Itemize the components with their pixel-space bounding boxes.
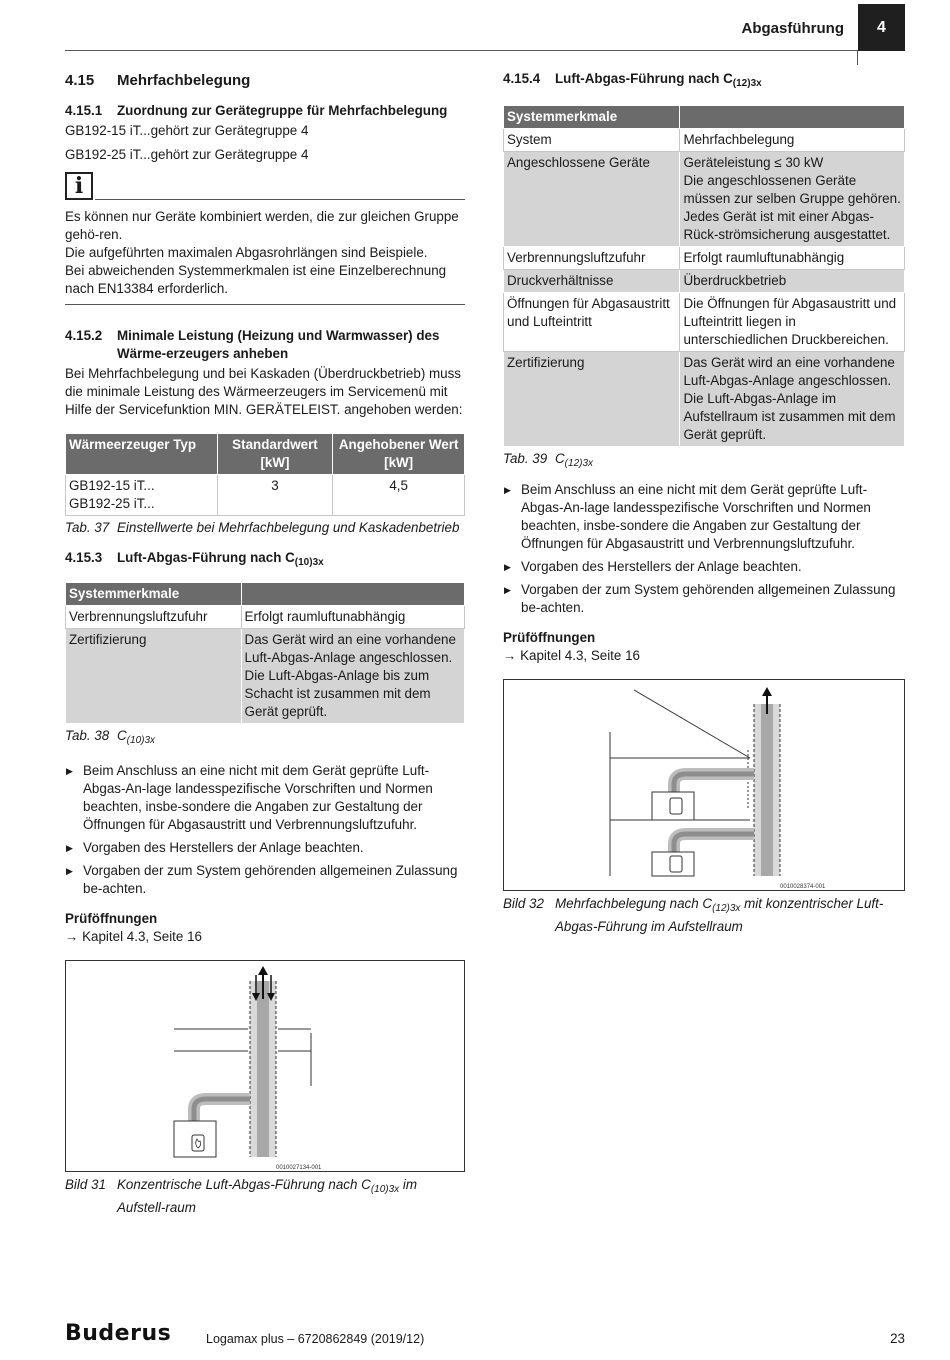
table-cell: 4,5 — [333, 475, 465, 516]
table-cell: 3 — [217, 475, 333, 516]
figure-32-drawing — [504, 680, 904, 890]
table-cell: Verbrennungsluftzufuhr — [66, 606, 242, 629]
table-cell: Überdruckbetrieb — [680, 270, 905, 293]
table-header-cell: Standardwert [kW] — [217, 434, 333, 475]
table-38 — [65, 582, 465, 724]
inspection-openings-title: Prüföffnungen — [503, 630, 596, 645]
note-text-1: Es können nur Geräte kombiniert werden, die zur gleichen Gruppe gehö-ren. — [65, 209, 459, 242]
table-header-cell: Angehobener Wert [kW] — [333, 434, 465, 475]
page-number: 23 — [890, 1331, 905, 1346]
table-37 — [65, 433, 465, 516]
chapter-number-tab: 4 — [858, 4, 905, 51]
figure-code: 0010027134-001 — [276, 1165, 322, 1171]
table-cell: System — [504, 129, 680, 152]
table-cell: Die Öffnungen für Abgasaustritt und Lufteintritt liegen in unterschiedlichen Druckbereichen. — [680, 293, 905, 352]
table-cell: Angeschlossene Geräte — [504, 152, 680, 247]
info-note — [65, 172, 465, 305]
info-icon: i — [65, 172, 93, 200]
table-header-cell: Systemmerkmale — [504, 106, 680, 129]
instruction-list — [503, 481, 905, 617]
figure-31 — [65, 960, 465, 1172]
table-cell: Zertifizierung — [504, 352, 680, 447]
table-cell: Druckverhältnisse — [504, 270, 680, 293]
left-column — [65, 70, 465, 1227]
list-item: ▶ Vorgaben der zum System gehörenden allgemeinen Zulassung be-achten. — [503, 581, 905, 617]
footer-document-id: Logamax plus – 6720862849 (2019/12) — [206, 1332, 425, 1346]
list-item: ▶ Beim Anschluss an eine nicht mit dem Gerät geprüfte Luft-Abgas-An-lage landesspezifische Vorschriften und Normen beachten, insbe-sondere die Angaben zur Gestaltung der Öffnungen für Abgasaustritt und Verbrennungsluftzufuhr. — [65, 762, 465, 834]
heading-4-15: 4.15 Mehrfachbelegung — [65, 72, 251, 89]
figure-32-caption: Bild 32 Mehrfachbelegung nach $C_{(12)3x}$ mit konzentrischer Luft-Abgas-Führung im Aufstellraum — [503, 896, 884, 934]
table-cell: Mehrfachbelegung — [680, 129, 905, 152]
running-header-title: Abgasführung — [741, 20, 844, 37]
table-header-cell: Wärmeerzeuger Typ — [66, 434, 218, 475]
list-item: ▶ Vorgaben des Herstellers der Anlage beachten. — [503, 558, 905, 576]
table-cell: Zertifizierung — [66, 629, 242, 724]
table-cell: Verbrennungsluftzufuhr — [504, 247, 680, 270]
table-header-cell: Systemmerkmale — [66, 583, 242, 606]
list-item: ▶ Beim Anschluss an eine nicht mit dem Gerät geprüfte Luft-Abgas-An-lage landesspezifische Vorschriften und Normen beachten, insbe-sondere die Angaben zur Gestaltung der Öffnungen für Abgasaustritt und Verbrennungsluftzufuhr. — [503, 481, 905, 553]
heading-4-15-1: 4.15.1 Zuordnung zur Gerätegruppe für Mehrfachbelegung — [65, 103, 448, 118]
header-tick — [857, 51, 858, 65]
table-cell: Geräteleistung ≤ 30 kW Die angeschlossenen Geräte müssen zur selben Gruppe gehören. Jedes Gerät ist mit einer Abgas-Rück-strömsicherung ausgestattet. — [680, 152, 905, 247]
list-item: ▶ Vorgaben des Herstellers der Anlage beachten. — [65, 839, 465, 857]
table-cell: Öffnungen für Abgasaustritt und Lufteintritt — [504, 293, 680, 352]
list-item: ▶ Vorgaben der zum System gehörenden allgemeinen Zulassung be-achten. — [65, 862, 465, 898]
table-39-caption: Tab. 39 $C_{(12)3x}$ — [503, 451, 594, 469]
table-cell: GB192-15 iT... GB192-25 iT... — [66, 475, 218, 516]
table-cell: Das Gerät wird an eine vorhandene Luft-Abgas-Anlage angeschlossen. Die Luft-Abgas-Anlage bis zum Schacht ist zusammen mit dem Gerät geprüft. — [241, 629, 464, 724]
buderus-logo: Buderus — [65, 1321, 172, 1346]
header-rule — [65, 50, 858, 51]
table-37-caption: Tab. 37 Einstellwerte bei Mehrfachbelegung und Kaskadenbetrieb — [65, 520, 460, 535]
heading-4-15-2: 4.15.2 Minimale Leistung (Heizung und Warmwasser) des Wärme-erzeugers anheben — [65, 328, 440, 361]
group-line-2: GB192-25 iT...gehört zur Gerätegruppe 4 — [65, 147, 309, 162]
group-line-1: GB192-15 iT...gehört zur Gerätegruppe 4 — [65, 123, 309, 138]
inspection-openings-title: Prüföffnungen — [65, 911, 158, 926]
heading-4-15-3: 4.15.3 Luft-Abgas-Führung nach $C_{(10)3x}$ — [65, 550, 324, 568]
table-39 — [503, 105, 905, 447]
note-text-2: Die aufgeführten maximalen Abgasrohrlängen sind Beispiele. — [65, 245, 428, 260]
inspection-openings-ref: → Kapitel 4.3, Seite 16 — [65, 929, 202, 944]
table-cell: Erfolgt raumluftunabhängig — [241, 606, 464, 629]
note-text-3: Bei abweichenden Systemmerkmalen ist eine Einzelberechnung nach EN13384 erforderlich. — [65, 263, 447, 296]
instruction-list — [65, 762, 465, 898]
table-cell: Erfolgt raumluftunabhängig — [680, 247, 905, 270]
table-cell: Das Gerät wird an eine vorhandene Luft-Abgas-Anlage angeschlossen. Die Luft-Abgas-Anlage im Aufstellraum ist zusammen mit dem Gerät geprüft. — [680, 352, 905, 447]
inspection-openings-ref: → Kapitel 4.3, Seite 16 — [503, 648, 640, 663]
table-38-caption: Tab. 38 $C_{(10)3x}$ — [65, 728, 156, 746]
min-power-body: Bei Mehrfachbelegung und bei Kaskaden (Überdruckbetrieb) muss die minimale Leistung des Wärmeerzeugers im Servicemenü mit Hilfe der Servicefunktion MIN. GERÄTELEIST. angehoben werden: — [65, 366, 463, 417]
figure-code: 0010028374-001 — [780, 884, 826, 890]
right-column — [503, 70, 905, 946]
heading-4-15-4: 4.15.4 Luft-Abgas-Führung nach $C_{(12)3x}$ — [503, 71, 762, 89]
figure-32 — [503, 679, 905, 891]
figure-31-drawing — [66, 961, 464, 1171]
figure-31-caption: Bild 31 Konzentrische Luft-Abgas-Führung nach $C_{(10)3x}$ im Aufstell-raum — [65, 1177, 418, 1215]
